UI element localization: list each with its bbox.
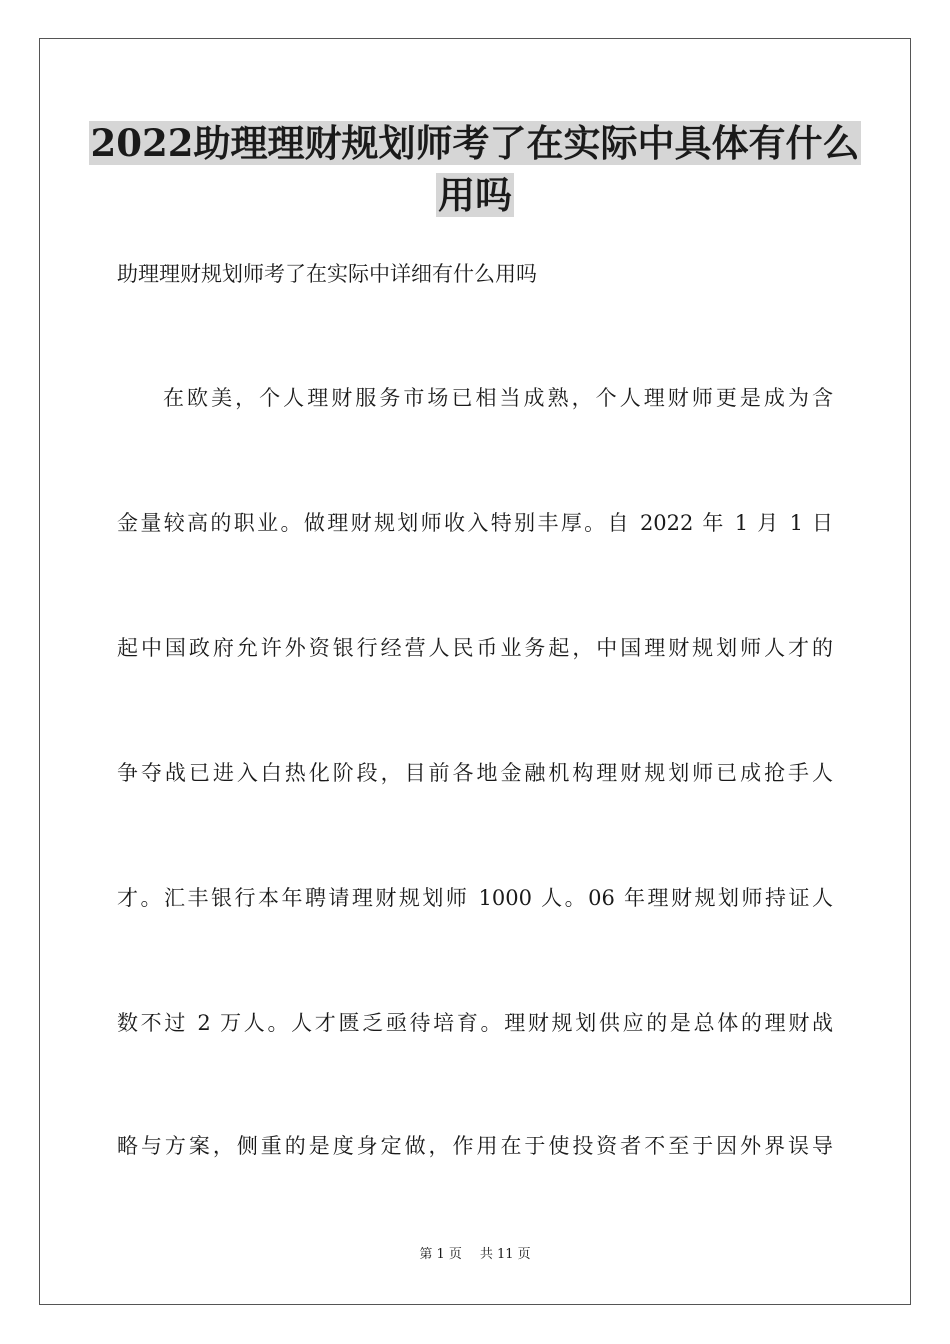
body-line: 在欧美，个人理财服务市场已相当成熟，个人理财师更是成为含: [163, 386, 833, 410]
body-line: 起中国政府允许外资银行经营人民币业务起，中国理财规划师人才的: [117, 636, 833, 660]
document-title: [60, 118, 890, 168]
document-subtitle: 助理理财规划师考了在实际中详细有什么用吗: [117, 262, 537, 286]
document-title-continued: [60, 170, 890, 220]
body-line: 略与方案，侧重的是度身定做，作用在于使投资者不至于因外界误导: [117, 1134, 833, 1158]
body-line: 数不过 2 万人。人才匮乏亟待培育。理财规划供应的是总体的理财战: [117, 1011, 833, 1035]
page-border: [39, 38, 911, 1305]
body-line: 金量较高的职业。做理财规划师收入特别丰厚。自 2022 年 1 月 1 日: [117, 511, 833, 535]
page-number: 第 1 页: [419, 1247, 462, 1262]
body-line: 才。汇丰银行本年聘请理财规划师 1000 人。06 年理财规划师持证人: [117, 886, 833, 910]
body-line: 争夺战已进入白热化阶段，目前各地金融机构理财规划师已成抢手人: [117, 761, 833, 785]
title-line-2: 用吗: [438, 173, 512, 217]
page-footer: [0, 1245, 950, 1265]
page-total: 共 11 页: [479, 1247, 531, 1262]
title-line-1: 2022助理理财规划师考了在实际中具体有什么: [90, 121, 860, 165]
